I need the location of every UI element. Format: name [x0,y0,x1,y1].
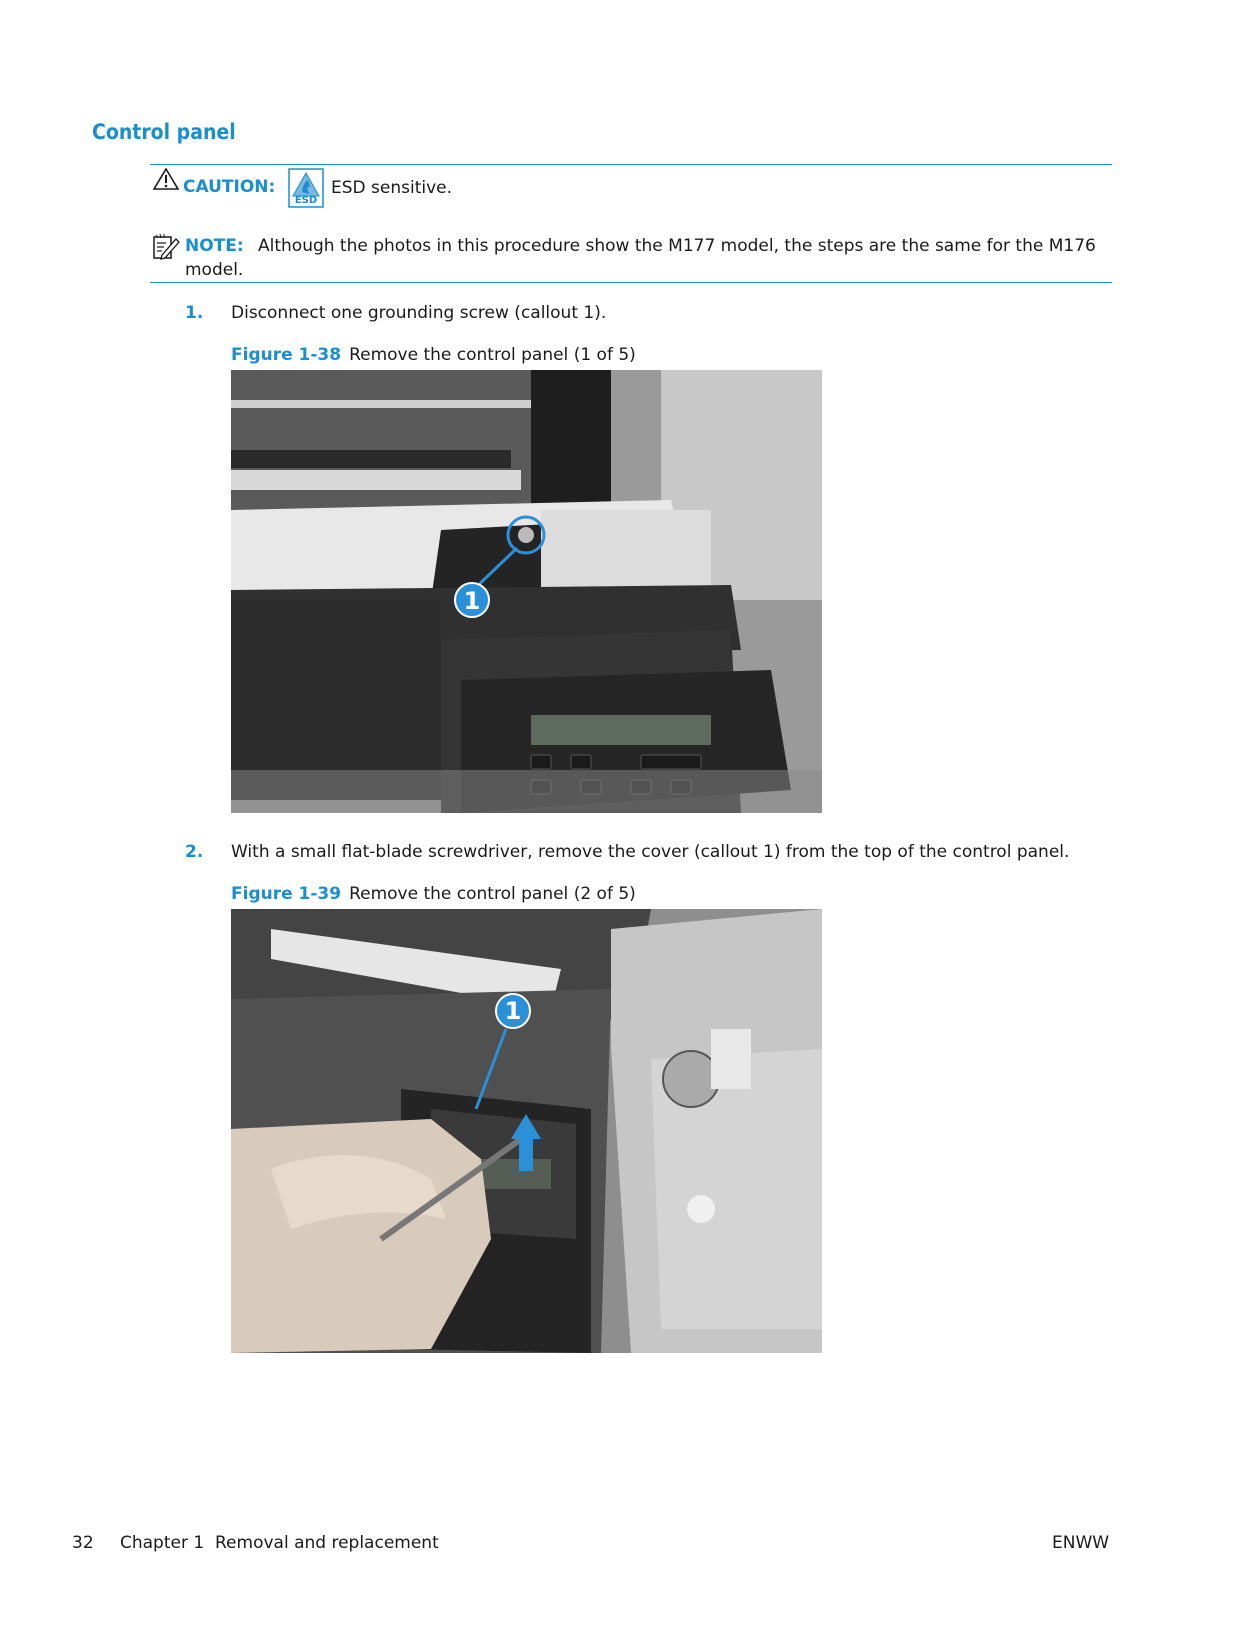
note-label: NOTE: [185,236,244,256]
figure-1-38-title: Remove the control panel (1 of 5) [349,345,636,365]
step-1-number: 1. [185,303,204,323]
step-2-number: 2. [185,842,204,862]
caution-text: ESD sensitive. [331,178,453,198]
caution-icon [153,168,179,194]
step-2-text: With a small flat-blade screwdriver, remove the cover (callout 1) from the top of the control panel. [231,842,1070,862]
figure-1-39-number: Figure 1-39 [231,884,342,904]
step-1-text: Disconnect one grounding screw (callout 1). [231,303,607,323]
figure-1-39-photo [231,909,822,1353]
figure-1-39-title: Remove the control panel (2 of 5) [349,884,636,904]
footer-page-number: 32 [72,1533,94,1553]
caution-label: CAUTION: [183,177,276,197]
figure-1-38-callout: 1 [463,587,481,615]
footer-chapter: Chapter 1 [120,1533,205,1553]
note-bottom-rule [150,282,1112,283]
section-title: Control panel [92,120,236,144]
footer-chapter-title: Removal and replacement [215,1533,439,1553]
figure-1-39-caption [231,884,636,904]
figure-1-38-photo [231,370,822,813]
esd-icon-label: ESD [294,195,318,206]
caution-top-rule [150,164,1112,165]
note-text-line2: model. [185,260,244,280]
figure-1-38-caption [231,345,636,365]
figure-1-38-number: Figure 1-38 [231,345,342,365]
figure-1-39-callout: 1 [504,997,522,1025]
note-icon [152,233,180,265]
esd-icon [288,168,324,208]
note-text-line1: Although the photos in this procedure show the M177 model, the steps are the same for the M176 [258,236,1096,256]
footer-right: ENWW [1052,1533,1110,1553]
